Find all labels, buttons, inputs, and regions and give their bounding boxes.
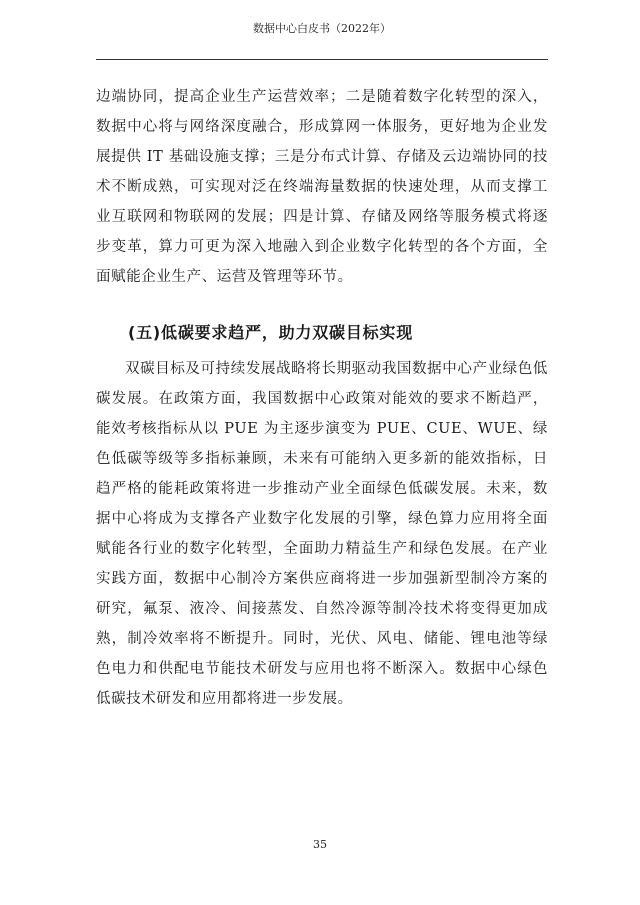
body-paragraph-continued: 边端协同，提高企业生产运营效率；二是随着数字化转型的深入，数据中心将与网络深度融合，形成算网一体服务，更好地为企业发展提供 IT 基础设施支撑；三是分布式计算、存储及云边端协同的技术不断成熟，可实现对泛在终端海量数据的快速处理，从而支撑工业互联网和物联网的发展；四是计算、存储及网络等服务模式将逐步变革，算力可更为深入地融入到企业数字化转型的各个方面，全面赋能企业生产、运营及管理等环节。 [96, 89, 548, 285]
body-paragraph: 双碳目标及可持续发展战略将长期驱动我国数据中心产业绿色低碳发展。在政策方面，我国数据中心政策对能效的要求不断趋严，能效考核指标从以 PUE 为主逐步演变为 PUE、CUE、WUE、绿色低碳等级等多指标兼顾，未来有可能纳入更多新的能效指标，日趋严格的能耗政策将进一步推动产业全面绿色低碳发展。未来，数据中心将成为支撑各产业数字化发展的引擎，绿色算力应用将全面赋能各行业的数字化转型，全面助力精益生产和绿色发展。在产业实践方面，数据中心制冷方案供应商将进一步加强新型制冷方案的研究，氟泵、液冷、间接蒸发、自然冷源等制冷技术将变得更加成熟，制冷效率将不断提升。同时，光伏、风电、储能、锂电池等绿色电力和供配电节能技术研发与应用也将不断深入。数据中心绿色低碳技术研发和应用都将进一步发展。 [96, 361, 548, 707]
section-heading: (五)低碳要求趋严，助力双碳目标实现 [128, 323, 414, 342]
page-number: 35 [313, 838, 327, 851]
running-header: 数据中心白皮书（2022年） [253, 22, 391, 35]
header-divider [96, 59, 548, 60]
